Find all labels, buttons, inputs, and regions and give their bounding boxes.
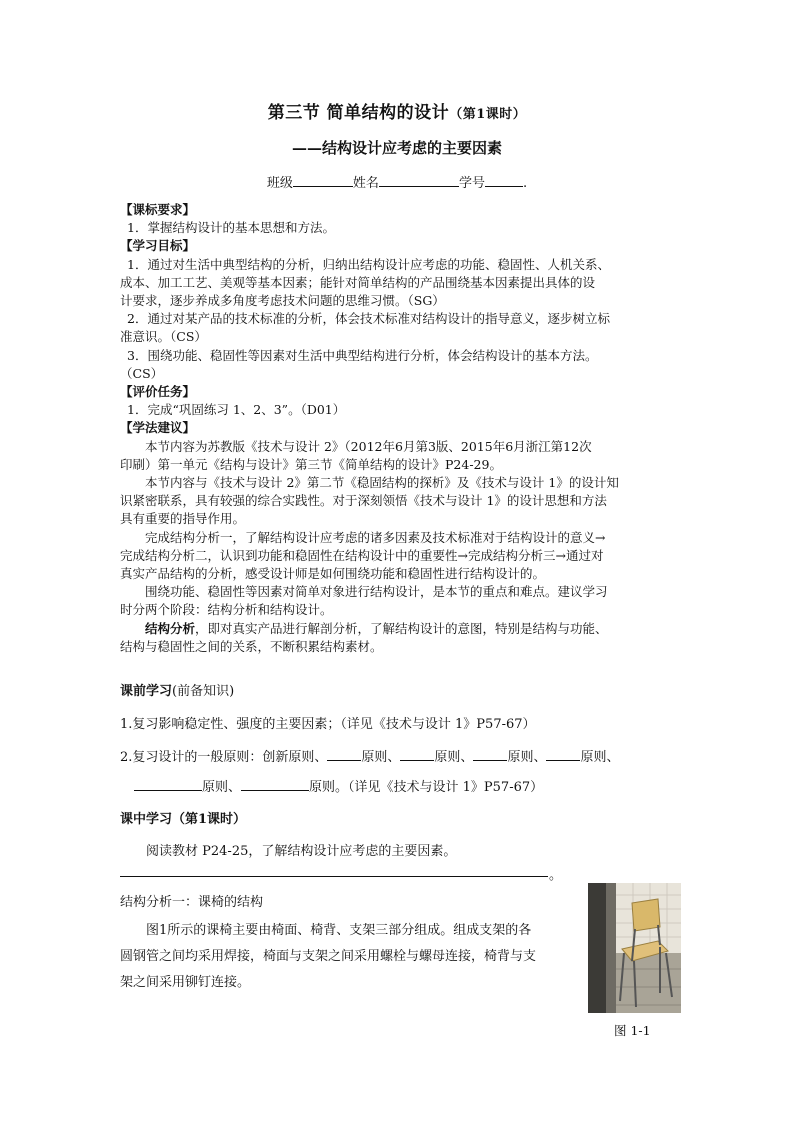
advice-p2-line-3: 具有重要的指导作用。 bbox=[120, 511, 246, 527]
pre-study-title-suffix: (前备知识) bbox=[172, 684, 235, 699]
standard-item: 1．掌握结构设计的基本思想和方法。 bbox=[127, 220, 335, 236]
q2-suffix-5: 原则、 bbox=[202, 780, 242, 795]
title-lesson: （第1课时） bbox=[449, 107, 527, 122]
title-main: 第三节 简单结构的设计 bbox=[267, 103, 450, 123]
q2-suffix-1: 原则、 bbox=[361, 750, 401, 765]
pre-study-question-1: 1.复习影响稳定性、强度的主要因素；（详见《技术与设计 1》P57-67） bbox=[120, 717, 536, 732]
in-class-title: 课中学习（第1课时） bbox=[120, 812, 247, 827]
goal-1-line-1: 1．通过对生活中典型结构的分析，归纳出结构设计应考虑的功能、稳固性、人机关系、 bbox=[127, 256, 610, 272]
goal-1-line-3: 计要求，逐步养成多角度考虑技术问题的思维习惯。（SG） bbox=[120, 293, 445, 309]
answer-line-period: 。 bbox=[549, 868, 563, 883]
principle-blank-6[interactable] bbox=[241, 777, 309, 791]
q2-prefix: 2.复习设计的一般原则：创新原则、 bbox=[120, 750, 328, 765]
chair-illustration bbox=[588, 883, 681, 1013]
goal-1-line-2: 成本、加工工艺、美观等基本因素；能针对简单结构的产品围绕基本因素提出具体的设 bbox=[120, 274, 596, 290]
figure-caption: 图 1-1 bbox=[614, 1023, 651, 1038]
advice-p1-line-1: 本节内容为苏教版《技术与设计 2》（2012年6月第3版、2015年6月浙江第12次 bbox=[145, 438, 592, 454]
heading-evaluation: 【评价任务】 bbox=[120, 384, 196, 400]
page-title bbox=[0, 98, 794, 123]
class-label: 班级 bbox=[266, 176, 293, 191]
heading-advice: 【学法建议】 bbox=[120, 420, 196, 436]
chair-description-line-2: 圆钢管之间均采用焊接，椅面与支架之间采用螺栓与螺母连接，椅背与支 bbox=[120, 949, 537, 964]
name-blank[interactable] bbox=[379, 173, 459, 187]
number-blank[interactable] bbox=[485, 173, 523, 187]
guidance-block bbox=[120, 201, 680, 656]
principle-blank-3[interactable] bbox=[473, 747, 507, 761]
name-label: 姓名 bbox=[352, 176, 379, 191]
advice-p5-rest: ，即对真实产品进行解剖分析，了解结构设计的意图，特别是结构与功能、 bbox=[195, 620, 608, 636]
q2-end-suffix: 原则。（详见《技术与设计 1》P57-67） bbox=[309, 780, 544, 795]
pre-study-question-2-line-1 bbox=[120, 746, 619, 765]
student-info-line bbox=[0, 172, 794, 191]
advice-p5-bold: 结构分析 bbox=[145, 620, 196, 636]
principle-blank-4[interactable] bbox=[546, 747, 580, 761]
advice-p4-line-2: 时分两个阶段：结构分析和结构设计。 bbox=[120, 602, 333, 618]
read-instruction: 阅读教材 P24-25，了解结构设计应考虑的主要因素。 bbox=[146, 844, 457, 859]
answer-line[interactable] bbox=[120, 876, 548, 877]
principle-blank-5[interactable] bbox=[134, 777, 202, 791]
advice-p2-line-2: 识紧密联系，具有较强的综合实践性。对于深刻领悟《技术与设计 1》的设计思想和方法 bbox=[120, 493, 607, 509]
advice-p3-line-3: 真实产品结构的分析，感受设计师是如何围绕功能和稳固性进行结构设计的。 bbox=[120, 566, 546, 582]
goal-2-line-1: 2．通过对某产品的技术标准的分析，体会技术标准对结构设计的指导意义，逐步树立标 bbox=[127, 311, 610, 327]
q2-suffix-3: 原则、 bbox=[507, 750, 547, 765]
principle-blank-1[interactable] bbox=[327, 747, 361, 761]
advice-p3-line-1: 完成结构分析一，了解结构设计应考虑的诸多因素及技术标准对于结构设计的意义→ bbox=[145, 529, 606, 545]
advice-p5-line-1 bbox=[120, 620, 680, 638]
class-blank[interactable] bbox=[293, 173, 353, 187]
chair-description-line-1: 图1所示的课椅主要由椅面、椅背、支架三部分组成。组成支架的各 bbox=[146, 923, 532, 938]
pre-study-question-2-line-2 bbox=[134, 776, 543, 795]
pre-study-title bbox=[120, 680, 234, 699]
advice-p5-line-2: 结构与稳固性之间的关系，不断积累结构素材。 bbox=[120, 638, 383, 654]
chair-photo bbox=[588, 883, 681, 1013]
advice-p2-line-1: 本节内容与《技术与设计 2》第二节《稳固结构的探析》及《技术与设计 1》的设计知 bbox=[145, 475, 619, 491]
q2-suffix-2: 原则、 bbox=[434, 750, 474, 765]
advice-p3-line-2: 完成结构分析二，认识到功能和稳固性在结构设计中的重要性→完成结构分析三→通过对 bbox=[120, 547, 604, 563]
analysis-one-title: 结构分析一：课椅的结构 bbox=[120, 895, 264, 910]
evaluation-item: 1．完成“巩固练习 1、2、3”。（D01） bbox=[127, 402, 346, 418]
advice-p1-line-2: 印刷）第一单元《结构与设计》第三节《简单结构的设计》P24-29。 bbox=[120, 456, 502, 472]
page-subtitle: ——结构设计应考虑的主要因素 bbox=[291, 139, 502, 157]
trailing-dot: . bbox=[522, 176, 528, 191]
number-label: 学号 bbox=[458, 176, 485, 191]
principle-blank-2[interactable] bbox=[400, 747, 434, 761]
q2-suffix-4: 原则、 bbox=[580, 750, 620, 765]
pre-study-title-text: 课前学习 bbox=[120, 684, 173, 699]
goal-3-line-1: 3．围绕功能、稳固性等因素对生活中典型结构进行分析，体会结构设计的基本方法。 bbox=[127, 347, 598, 363]
chair-description-line-3: 架之间采用铆钉连接。 bbox=[120, 975, 251, 990]
chair-description bbox=[120, 918, 576, 996]
goal-3-line-2: （CS） bbox=[120, 365, 164, 381]
heading-standard: 【课标要求】 bbox=[120, 202, 196, 217]
goal-2-line-2: 准意识。（CS） bbox=[120, 329, 207, 345]
advice-p4-line-1: 围绕功能、稳固性等因素对简单对象进行结构设计，是本节的重点和难点。建议学习 bbox=[145, 584, 608, 600]
heading-goals: 【学习目标】 bbox=[120, 238, 196, 254]
